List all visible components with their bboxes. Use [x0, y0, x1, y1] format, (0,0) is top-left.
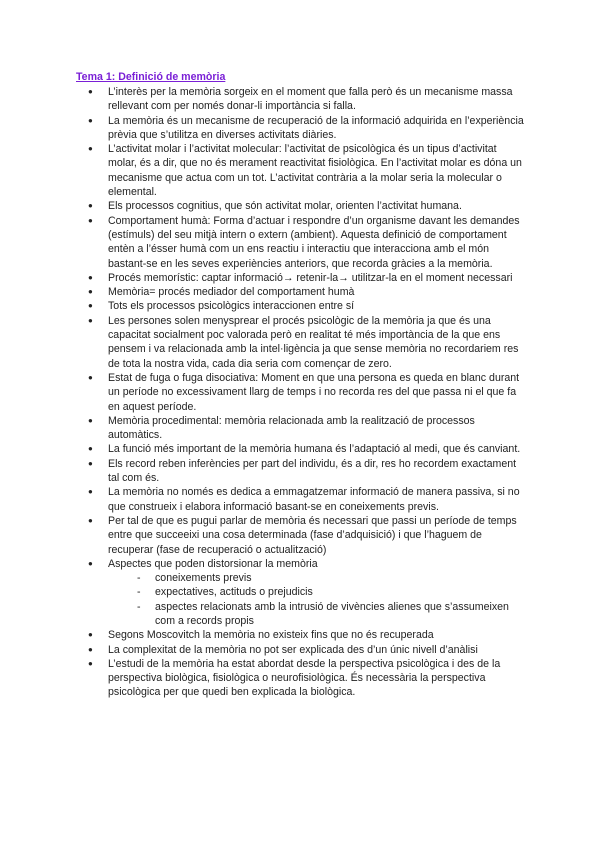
- sub-list: [108, 571, 528, 628]
- list-item-distortion: [88, 557, 528, 628]
- list-item: ● L’activitat molar i l’activitat molecular: l’activitat de psicològica és un tipus d’activitat molar, és a dir, que no és merament reactivitat fisiològica. En l’activitat molar es dóna un mecanisme que actua com un tot. L’activitat contrària a la molar seria la molecular o elemental.: [88, 142, 528, 199]
- list-item: ● Procés memorístic: captar informació→ retenir-la→ utilitzar-la en el moment necessari: [88, 271, 528, 285]
- sub-list-item: - coneixements previs: [137, 571, 528, 585]
- page-title: Tema 1: Definició de memòria: [76, 71, 226, 83]
- list-item: ● La memòria és un mecanisme de recuperació de la informació adquirida en l’experiència prèvia que s’utilitza en diverses activitats diàries.: [88, 114, 528, 143]
- sub-list-item: - aspectes relacionats amb la intrusió de vivències alienes que s’assumeixen com a records propis: [137, 600, 528, 629]
- bullet-list: [88, 85, 528, 700]
- list-item: ● Segons Moscovitch la memòria no existeix fins que no és recuperada: [88, 628, 528, 642]
- list-item: ● Memòria= procés mediador del comportament humà: [88, 285, 528, 299]
- list-item: ● Per tal de que es pugui parlar de memòria és necessari que passi un període de temps entre que succeeixi una cosa determinada (fase d’adquisició) i que l’haguem de recuperar (fase de recuperació o actualització): [88, 514, 528, 557]
- sub-list-item: - expectatives, actituds o prejudicis: [137, 585, 528, 599]
- list-item: ● Els processos cognitius, que són activitat molar, orienten l’activitat humana.: [88, 199, 528, 213]
- list-item-label: Aspectes que poden distorsionar la memòria: [108, 557, 318, 570]
- list-item: ● Estat de fuga o fuga disociativa: Moment en que una persona es queda en blanc durant un període no excessivament llarg de temps i no recorda res del que passa ni el que fa en aquest període.: [88, 371, 528, 414]
- list-item: ● La memòria no només es dedica a emmagatzemar informació de manera passiva, si no que construeix i elabora informació basant-se en coneixements previs.: [88, 485, 528, 514]
- list-item: ● La funció més important de la memòria humana és l’adaptació al medi, que és canviant.: [88, 442, 528, 456]
- list-item: ● Tots els processos psicològics interaccionen entre sí: [88, 299, 528, 313]
- list-item: ● Comportament humà: Forma d’actuar i respondre d’un organisme davant les demandes (estímuls) del seu mitjà intern o extern (ambient). Aquesta definició de comportament entèn a l’ésser humà com un ens reactiu i interactiu que interacciona amb el món bastant-se en les seves experiències anteriors, que recorda gràcies a la memòria.: [88, 214, 528, 271]
- list-item: ● Memòria procedimental: memòria relacionada amb la realització de processos automàtics.: [88, 414, 528, 443]
- list-item: ● Els record reben inferències per part del individu, és a dir, res ho recordem exactament tal com és.: [88, 457, 528, 486]
- list-item: ● L’interès per la memòria sorgeix en el moment que falla però és un mecanisme massa rellevant com per només donar-li importància si falla.: [88, 85, 528, 114]
- list-item: ● La complexitat de la memòria no pot ser explicada des d’un únic nivell d’anàlisi: [88, 643, 528, 657]
- list-item: ● L’estudi de la memòria ha estat abordat desde la perspectiva psicològica i des de la perspectiva biològica, fisiològica o neurofisiològica. És necessària la perspectiva psicològica per que quedi ben explicada la biològica.: [88, 657, 528, 700]
- list-item: ● Les persones solen menysprear el procés psicològic de la memòria ja que és una capacitat socialment poc valorada però en realitat té més importància de la que ens pensem i va relacionada amb la intel·ligència ja que sense memòria no recordariem res de tota la nostra vida, cada dia seria com començar de zero.: [88, 314, 528, 371]
